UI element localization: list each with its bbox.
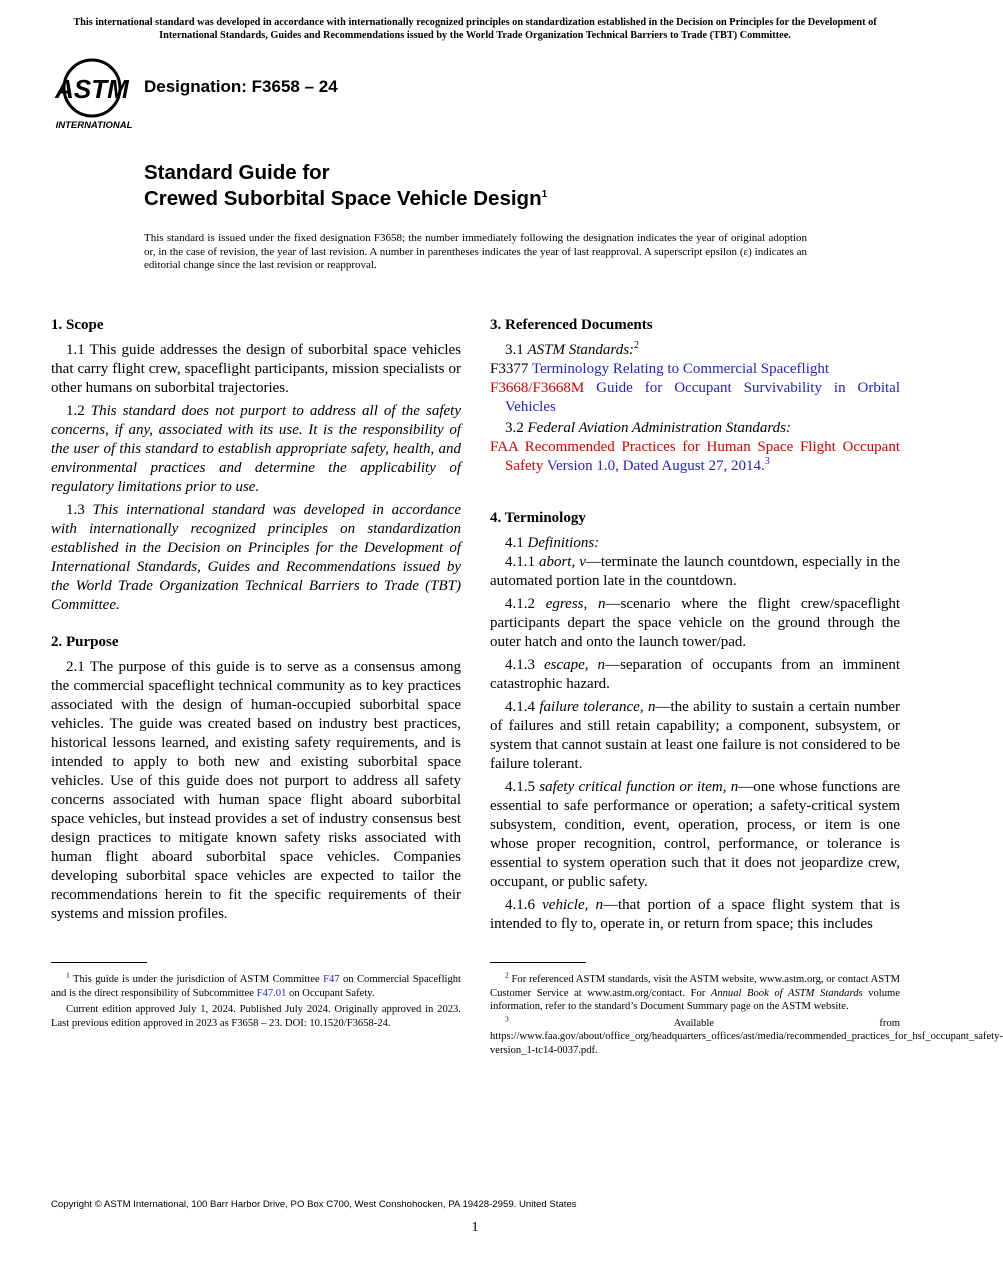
footnotes-left: [51, 970, 461, 1033]
title-line-2: Crewed Suborbital Space Vehicle Design$^1$: [144, 187, 548, 210]
top-notice: This international standard was developed in accordance with internationally recognized principles on standardization established in the Decision on Principles for the Development of International Standards, Guides and Recommendations issued by the World Trade Organization Technical Barriers to Trade (TBT) Committee.: [73, 17, 877, 41]
astm-standards-label: 3.1 ASTM Standards:$^2$: [505, 340, 640, 358]
ref-f3377[interactable]: F3377 Terminology Relating to Commercial Spaceflight: [490, 361, 830, 377]
footnote-1: $^1$ This guide is under the jurisdiction of ASTM Committee F47 on Commercial Spaceflight and is the direct responsibility of Subcommittee F47.01 on Occupant Safety.: [51, 970, 461, 999]
scope-1-3: 1.3 This international standard was developed in accordance with internationally recognized principles on standardization established in the Decision on Principles for the Development of International Standards, Guides and Recommendations issued by the World Trade Organization Technical Barriers to Trade (TBT) Committee.: [51, 502, 462, 613]
section-heading-referenced-documents: 3. Referenced Documents: [490, 317, 653, 333]
section-heading-terminology: 4. Terminology: [490, 510, 586, 526]
scope-1-1: 1.1 This guide addresses the design of suborbital space vehicles that carry flight crew, spaceflight participants, mission specialists or other humans on suborbital trajectories.: [51, 342, 461, 396]
term-vehicle: 4.1.6 vehicle, n—that portion of a space flight system that is intended to fly to, operate in, or return from space; this includes: [490, 897, 901, 932]
definitions-label: 4.1 Definitions:: [505, 535, 600, 551]
term-egress: 4.1.2 egress, n—scenario where the flight crew/spaceflight participants depart the space vehicle on the ground through the outer hatch and onto the launch tower/pad.: [490, 596, 900, 650]
footnote-edition: Current edition approved July 1, 2024. Published July 2024. Originally approved in 2023. Last previous edition approved in 2023 as F3658 – 23. DOI: 10.1520/F3658-24.: [51, 1004, 461, 1029]
scope-1-2: 1.2 This standard does not purport to address all of the safety concerns, if any, associated with its use. It is the responsibility of the user of this standard to establish appropriate safety, health, and environmental practices and determine the applicability of regulatory limitations prior to use.: [51, 403, 461, 495]
term-escape: 4.1.3 escape, n—separation of occupants from an imminent catastrophic hazard.: [490, 657, 900, 692]
designation: Designation: F3658 – 24: [144, 77, 338, 96]
faa-standards-label: 3.2 Federal Aviation Administration Standards:: [505, 420, 791, 436]
page-number: 1: [471, 1220, 479, 1235]
footnote-rule-right: [490, 962, 586, 963]
footnote-rule-left: [51, 962, 147, 963]
ref-f3668[interactable]: F3668/F3668M Guide for Occupant Survivability in Orbital Vehicles: [490, 380, 901, 415]
title-line-1: Standard Guide for: [144, 161, 330, 184]
purpose-2-1: 2.1 The purpose of this guide is to serve as a consensus among the commercial spaceflight technical community as to key practices associated with the design of human-occupied suborbital space vehicles. The guide was created based on industry best practices, historical lessons learned, and existing safety requirements, and is intended to apply to both new and existing suborbital space vehicles. Use of this guide does not purport to address all safety concerns associated with human space flight aboard suborbital space vehicles, but instead provides a set of industry consensus best design practices to mitigate known safety risks associated with human flight aboard suborbital space vehicles. Companies developing suborbital space vehicles are expected to tailor the recommendations herein to fit the specific requirements of their systems and mission profiles.: [51, 659, 461, 922]
issue-note: This standard is issued under the fixed designation F3658; the number immediately following the designation indicates the year of original adoption or, in the case of revision, the year of last revision. A number in parentheses indicates the year of last reapproval. A superscript epsilon (ε) indicates an editorial change since the last revision or reapproval.: [144, 232, 807, 271]
right-column: [490, 316, 900, 938]
footnote-2: $^2$ For referenced ASTM standards, visit the ASTM website, www.astm.org, or contact ASTM Customer Service at www.astm.org/contact. For Annual Book of ASTM Standards volume information, refer to the standard’s Document Summary page on the ASTM website.: [490, 970, 901, 1012]
term-failure-tolerance: 4.1.4 failure tolerance, n—the ability to sustain a certain number of failures and still retain capability; a component, subsystem, or system that cannot sustain at least one failure is not considered to be failure tolerant.: [490, 699, 900, 772]
svg-text:INTERNATIONAL: INTERNATIONAL: [55, 120, 133, 131]
copyright: Copyright © ASTM International, 100 Barr Harbor Drive, PO Box C700, West Conshohocken, PA 19428-2959. United States: [51, 1199, 577, 1210]
term-abort: 4.1.1 abort, v—terminate the launch countdown, especially in the automated portion late in the countdown.: [490, 554, 900, 589]
svg-text:ASTM: ASTM: [55, 74, 129, 104]
left-column: [51, 316, 461, 928]
title-footnote-mark: 1: [541, 189, 548, 201]
term-safety-critical: 4.1.5 safety critical function or item, n—one whose functions are essential to safe performance or operation; a safety-critical system subsystem, condition, event, operation, process, or item is one whose proper recognition, control, performance, or tolerance is essential to system operation such that it does not jeopardize crew, occupant, or public safety.: [490, 779, 901, 890]
footnotes-right: [490, 970, 1003, 1060]
link-f47[interactable]: F47: [323, 974, 340, 985]
link-f47-01[interactable]: F47.01: [256, 987, 287, 999]
astm-logo: [54, 56, 134, 132]
section-heading-scope: 1. Scope: [51, 317, 104, 333]
section-heading-purpose: 2. Purpose: [51, 634, 119, 650]
document-title: [144, 160, 547, 212]
footnote-3: $^3$ Available from https://www.faa.gov/about/office_org/headquarters_offices/ast/media/recommended_practices_for_hsf_occupant_safety-version_1-tc14-0037.pdf.: [490, 1013, 1003, 1056]
ref-faa-practices[interactable]: FAA Recommended Practices for Human Space Flight Occupant Safety Version 1.0, Dated August 27, 2014.$^3$: [490, 439, 900, 474]
